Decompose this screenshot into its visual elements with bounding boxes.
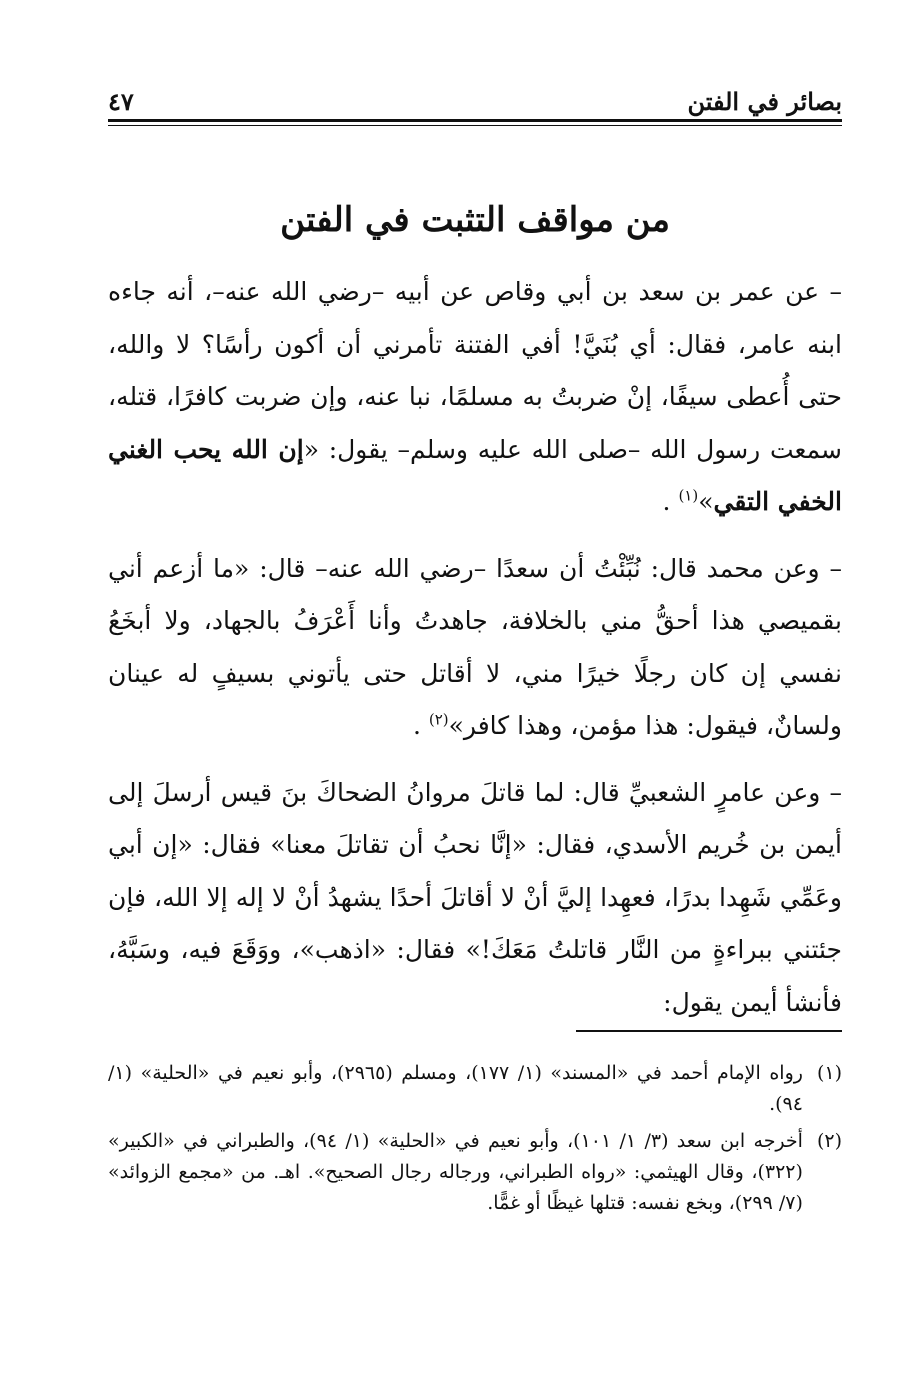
footnote-separator (576, 1030, 842, 1032)
hadith-quote: إن الله يحب الغني الخفي التقي (108, 434, 842, 516)
footnote-text: رواه الإمام أحمد في «المسند» (١/ ١٧٧)، ومسلم (٢٩٦٥)، وأبو نعيم في «الحلية» (١/ ٩٤). (108, 1062, 803, 1115)
footnote-text: أخرجه ابن سعد (٣/ ١/ ١٠١)، وأبو نعيم في «الحلية» (١/ ٩٤)، والطبراني في «الكبير» (٣٢٢)، وقال الهيثمي: «رواه الطبراني، ورجاله رجال الصحيح». اهـ. من «مجمع الزوائد» (٧/ ٢٩٩)، وبخع نفسه: قتلها غيظًا أو غمًّا. (108, 1130, 803, 1214)
footnote (108, 1058, 842, 1120)
footnote-ref[interactable]: (٢) (428, 710, 449, 729)
footnotes (108, 1058, 842, 1225)
header-rule-thick (108, 119, 842, 122)
footnote (108, 1126, 842, 1219)
running-header (108, 82, 842, 116)
paragraph: – وعن عامرٍ الشعبيِّ قال: لما قاتلَ مروانُ الضحاكَ بنَ قيس أرسلَ إلى أيمن بن خُريم الأسدي، فقال: «إنَّا نحبُ أن تقاتلَ معنا» فقال: «إن أبي وعَمِّي شَهِدا بدرًا، فعهِدا إليَّ أنْ لا أقاتلَ أحدًا يشهدُ أنْ لا إله إلا الله، فإن جئتني ببراءةٍ من النَّار قاتلتُ مَعَكَ!» فقال: «اذهب»، ووَقَعَ فيه، وسَبَّهُ، فأنشأ أيمن يقول: (108, 777, 842, 1017)
footnote-number: (١) (816, 1062, 842, 1084)
header-rule-thin (108, 125, 842, 126)
footnote-number: (٢) (816, 1130, 842, 1152)
paragraph: – وعن محمد قال: نُبِّئْتُ أن سعدًا –رضي الله عنه– قال: «ما أزعم أني بقميصي هذا أحقُّ مني بالخلافة، جاهدتُ وأنا أَعْرَفُ بالجهاد، ولا أبخَعُ نفسي إن كان رجلًا خيرًا مني، لا أقاتل حتى يأتوني بسيفٍ له عينان ولسانٌ، فيقول: هذا مؤمن، وهذا كافر»$^{(٢)}$ . (108, 553, 842, 740)
book-title: بصائر في الفتن (687, 87, 842, 116)
main-text (108, 266, 842, 1043)
section-title: من مواقف التثبت في الفتن (280, 200, 670, 240)
paragraph: – عن عمر بن سعد بن أبي وقاص عن أبيه –رضي الله عنه–، أنه جاءه ابنه عامر، فقال: أي بُنَيَّ! أفي الفتنة تأمرني أن أكون رأسًا؟ لا والله، حتى أُعطى سيفًا، إنْ ضربتُ به مسلمًا، نبا عنه، وإن ضربت كافرًا، قتله، سمعت رسول الله –صلى الله عليه وسلم– يقول: «إن الله يحب الغني الخفي التقي»$^{(١)}$ . (108, 277, 842, 516)
footnote-ref[interactable]: (١) (678, 486, 699, 505)
page-number: ٤٧ (108, 87, 134, 116)
